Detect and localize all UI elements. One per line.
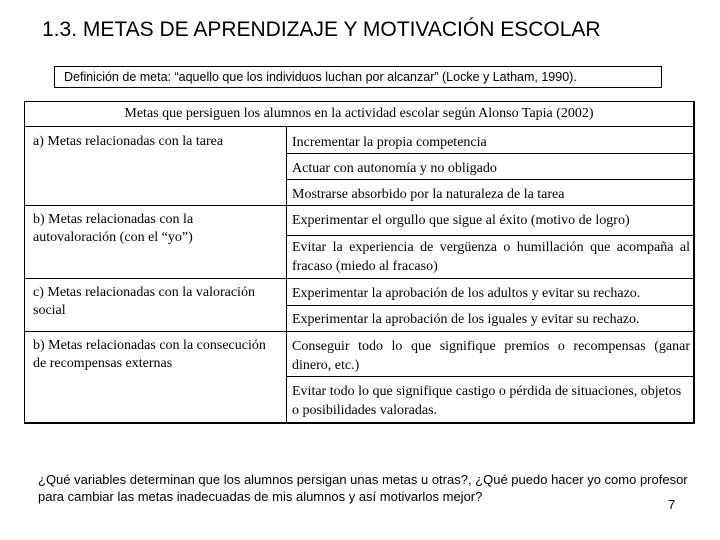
category-task: a) Metas relacionadas con la tarea — [33, 134, 224, 149]
goals-table — [24, 101, 695, 424]
row-divider — [286, 305, 693, 306]
category-rewards: b) Metas relacionadas con la consecución de recompensas externas — [33, 338, 266, 371]
goal-competence: Incrementar la propia competencia — [292, 135, 487, 150]
category-self-esteem: b) Metas relacionadas con la autovaloración (con el “yo”) — [33, 212, 194, 245]
page-number: 7 — [668, 497, 676, 512]
row-divider — [286, 235, 693, 236]
row-divider — [25, 205, 693, 206]
goal-avoid-shame: Evitar la experiencia de vergüenza o humillación que acompaña al fracaso (miedo al fracaso) — [292, 240, 690, 274]
row-divider — [286, 376, 693, 377]
row-divider — [286, 179, 693, 180]
row-divider — [25, 331, 693, 332]
closing-question: ¿Qué variables determinan que los alumnos persigan unas metas u otras?, ¿Qué puedo hacer yo como profesor para cambiar las metas inadecuadas de mis alumnos y así motivarlos mejor? — [38, 472, 688, 504]
goal-pride: Experimentar el orgullo que sigue al éxito (motivo de logro) — [292, 213, 630, 228]
row-divider — [286, 153, 693, 154]
row-divider — [25, 278, 693, 279]
table-header: Metas que persiguen los alumnos en la actividad escolar según Alonso Tapia (2002) — [25, 102, 693, 127]
goal-avoid-punishment: Evitar todo lo que signifique castigo o pérdida de situaciones, objetos o posibilidades valoradas. — [292, 384, 682, 418]
goal-rewards: Conseguir todo lo que signifique premios o recompensas (ganar dinero, etc.) — [292, 339, 690, 373]
slide-title: 1.3. METAS DE APRENDIZAJE Y MOTIVACIÓN ESCOLAR — [42, 18, 601, 41]
goal-absorbed: Mostrarse absorbido por la naturaleza de la tarea — [292, 187, 565, 202]
goal-adult-approval: Experimentar la aprobación de los adultos y evitar su rechazo. — [292, 286, 641, 301]
goal-peer-approval: Experimentar la aprobación de los iguales y evitar su rechazo. — [292, 312, 640, 327]
goal-autonomy: Actuar con autonomía y no obligado — [292, 161, 497, 176]
column-divider — [286, 126, 287, 422]
definition-box: Definición de meta: “aquello que los individuos luchan por alcanzar” (Locke y Latham, 1990). — [54, 66, 662, 88]
category-social: c) Metas relacionadas con la valoración social — [33, 285, 255, 318]
